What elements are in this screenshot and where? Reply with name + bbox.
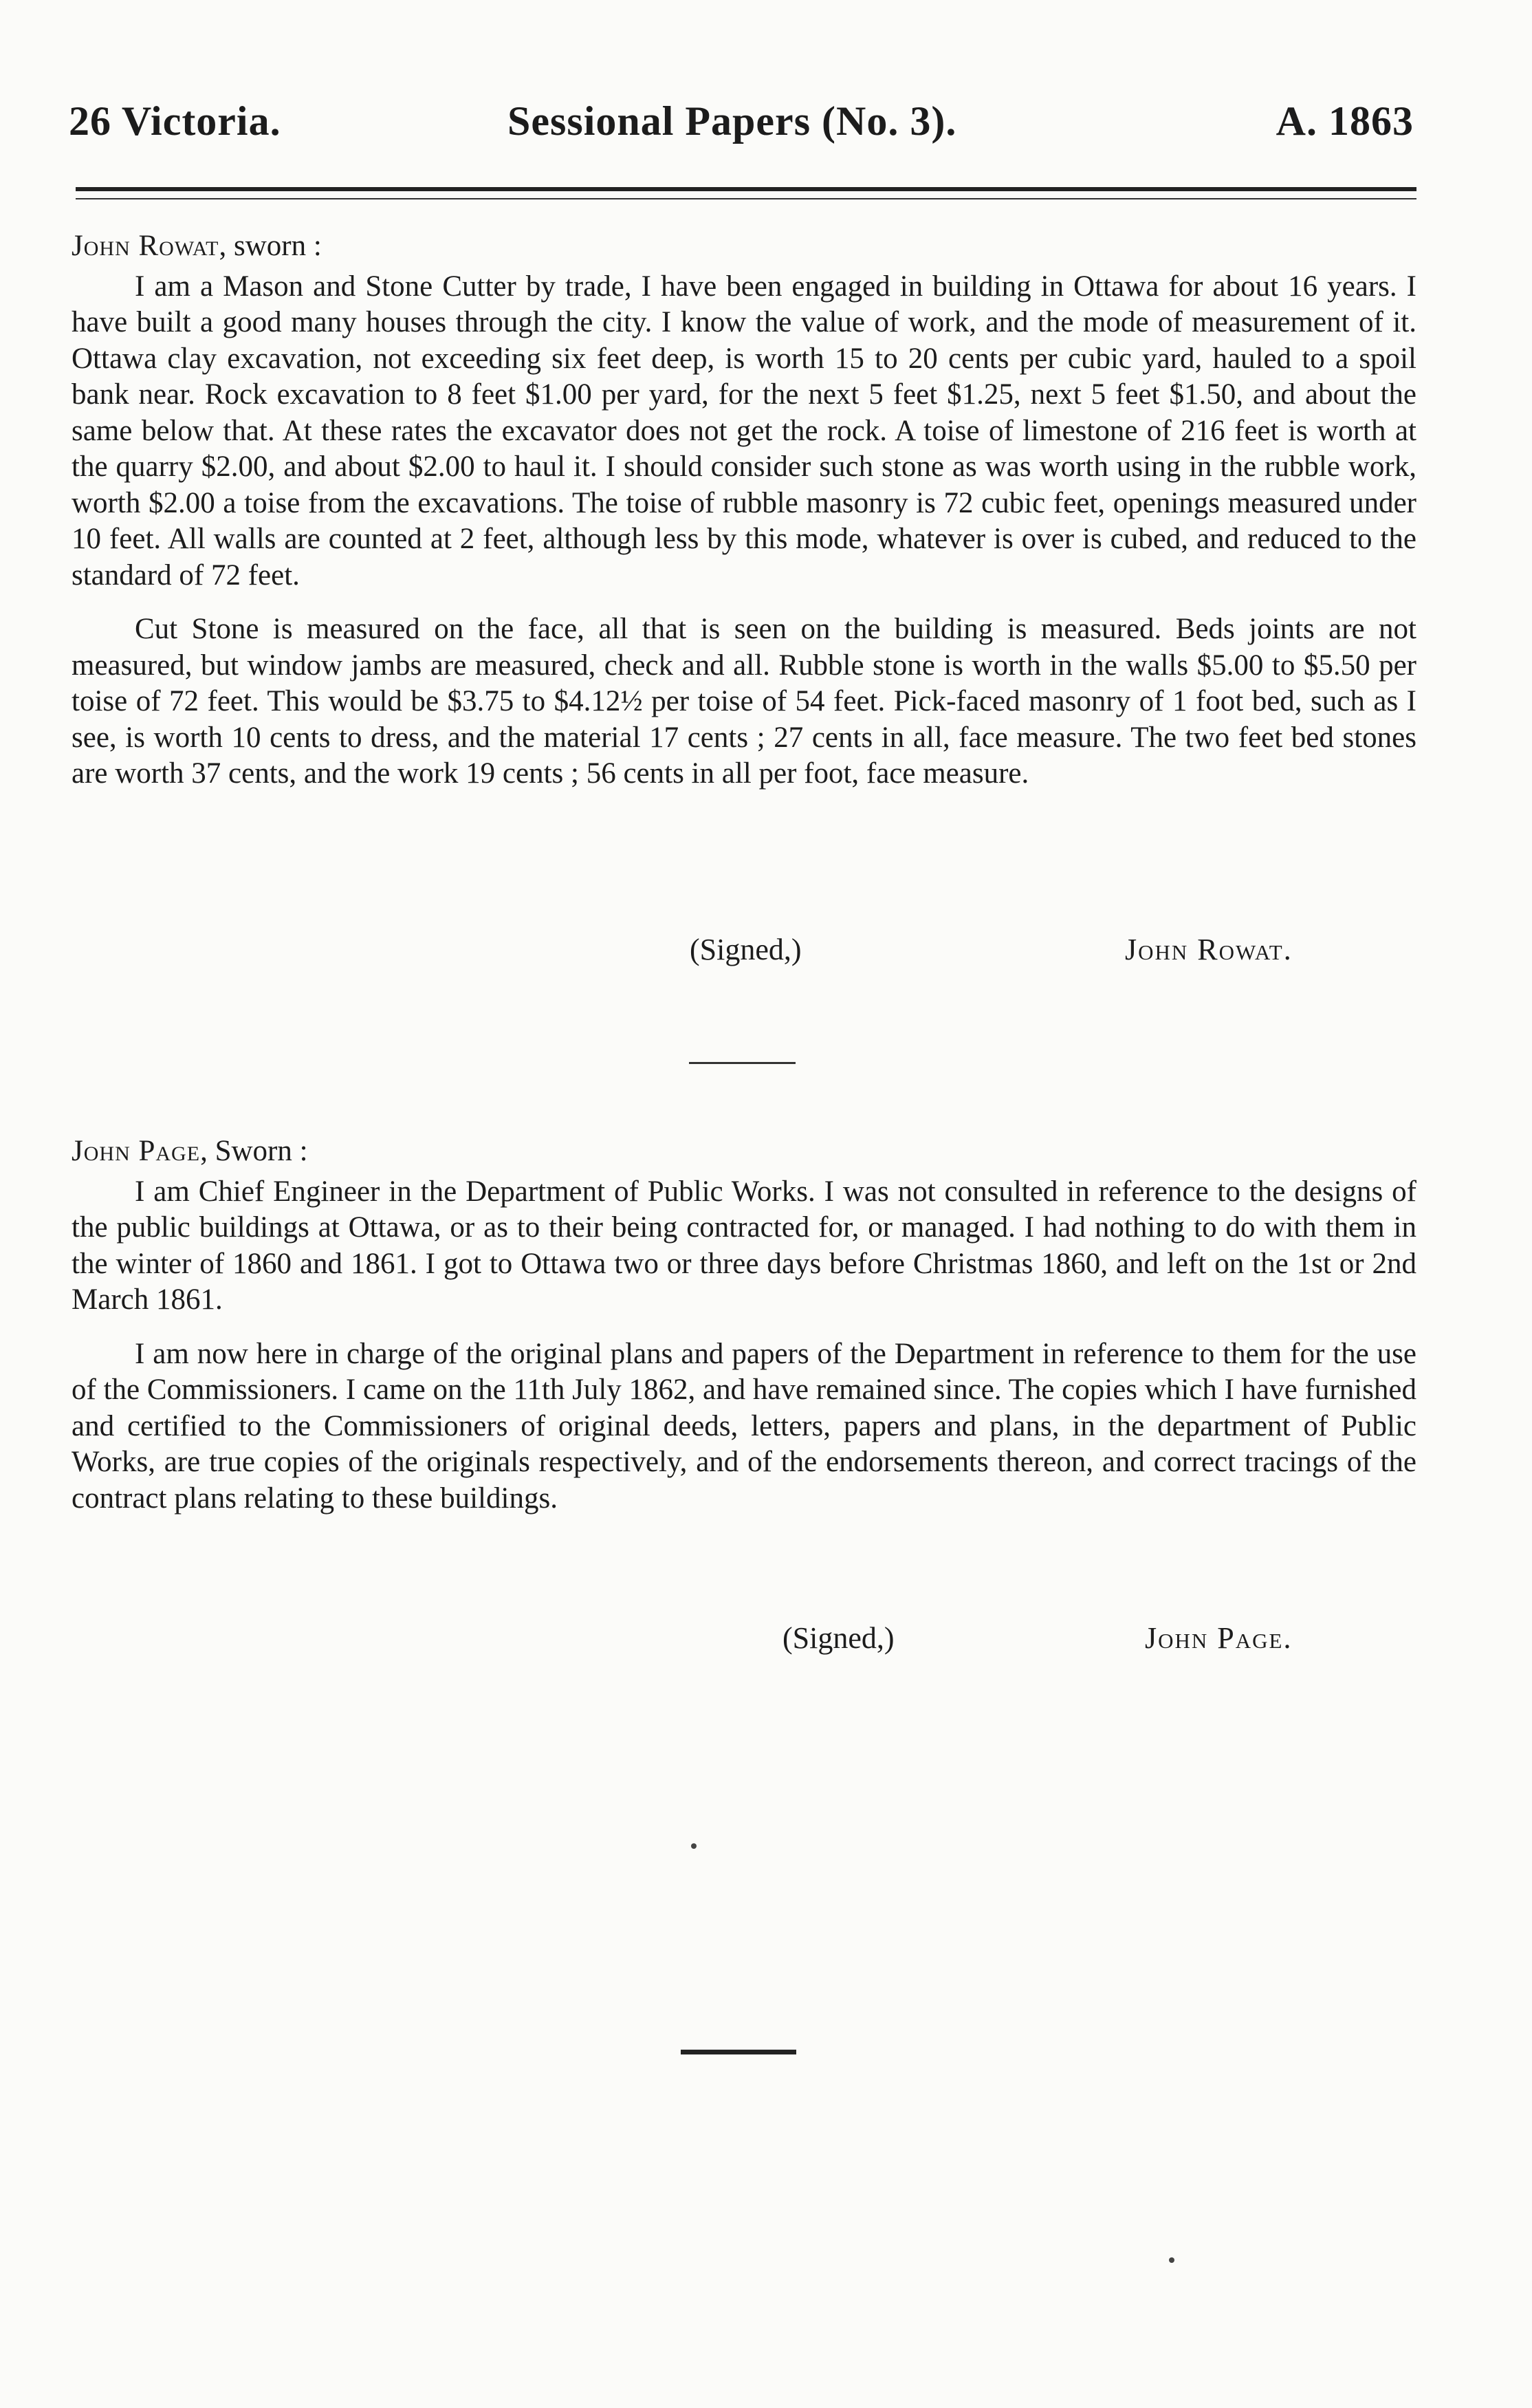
ink-speck [691, 1843, 697, 1849]
testimony-page [72, 1134, 1416, 1534]
section-divider [689, 1062, 796, 1064]
closing-rule [681, 2050, 796, 2054]
signed-label: (Signed,) [690, 933, 802, 966]
testimony-rowat [72, 228, 1416, 810]
witness-name: John Page [72, 1135, 201, 1167]
witness-heading [72, 228, 1416, 265]
witness-heading [72, 1134, 1416, 1170]
header-rule-thin [76, 198, 1416, 199]
signature-name: John Page. [1145, 1621, 1293, 1655]
testimony-paragraph: I am Chief Engineer in the Department of Public Works. I was not consulted in reference to the designs of the public buildings at Ottawa, or as to their being contracted for, or managed. I had nothing to do with them in the winter of 1860 and 1861. I got to Ottawa two or three days before Christmas 1860, and left on the 1st or 2nd March 1861. [72, 1175, 1416, 1316]
header-title: Sessional Papers (No. 3). [507, 98, 957, 144]
testimony-paragraph: I am now here in charge of the original plans and papers of the Department in reference to them for the use of the Commissioners. I came on the 11th July 1862, and have remained since. The copies which I have furnished and certified to the Commissioners of original deeds, letters, papers and plans, in the department of Public Works, are true copies of the originals respectively, and of the endorsements thereon, and correct tracings of the contract plans relating to these buildings. [72, 1337, 1416, 1515]
witness-oath: , Sworn : [200, 1135, 308, 1167]
header-volume: 26 Victoria. [69, 98, 281, 144]
header-year: A. 1863 [1276, 98, 1414, 144]
witness-name: John Rowat [72, 230, 219, 262]
signed-label: (Signed,) [783, 1621, 895, 1655]
signature-name: John Rowat. [1125, 933, 1293, 966]
witness-oath: , sworn : [219, 230, 322, 262]
testimony-paragraph: Cut Stone is measured on the face, all that is seen on the building is measured. Beds joints are not measured, but window jambs are measured, check and all. Rubble stone is worth in the walls $5.00 to $5.50 per toise of 72 feet. This would be $3.75 to $4.12½ per toise of 54 feet. Pick-faced masonry of 1 foot bed, such as I see, is worth 10 cents to dress, and the material 17 cents ; 27 cents in all, face measure. The two feet bed stones are worth 37 cents, and the work 19 cents ; 56 cents in all per foot, face measure. [72, 613, 1416, 790]
header-rule-thick [76, 187, 1416, 191]
ink-speck [1169, 2257, 1174, 2263]
testimony-paragraph: I am a Mason and Stone Cutter by trade, I have been engaged in building in Ottawa for about 16 years. I have built a good many houses through the city. I know the value of work, and the mode of measurement of it. Ottawa clay excavation, not exceeding six feet deep, is worth 15 to 20 cents per cubic yard, hauled to a spoil bank near. Rock excavation to 8 feet $1.00 per yard, for the next 5 feet $1.25, next 5 feet $1.50, and about the same below that. At these rates the excavator does not get the rock. A toise of limestone of 216 feet is worth at the quarry $2.00, and about $2.00 to haul it. I should consider such stone as was worth using in the rubble work, worth $2.00 a toise from the excavations. The toise of rubble masonry is 72 cubic feet, openings measured under 10 feet. All walls are counted at 2 feet, although less by this mode, whatever is over is cubed, and reduced to the standard of 72 feet. [72, 270, 1416, 592]
